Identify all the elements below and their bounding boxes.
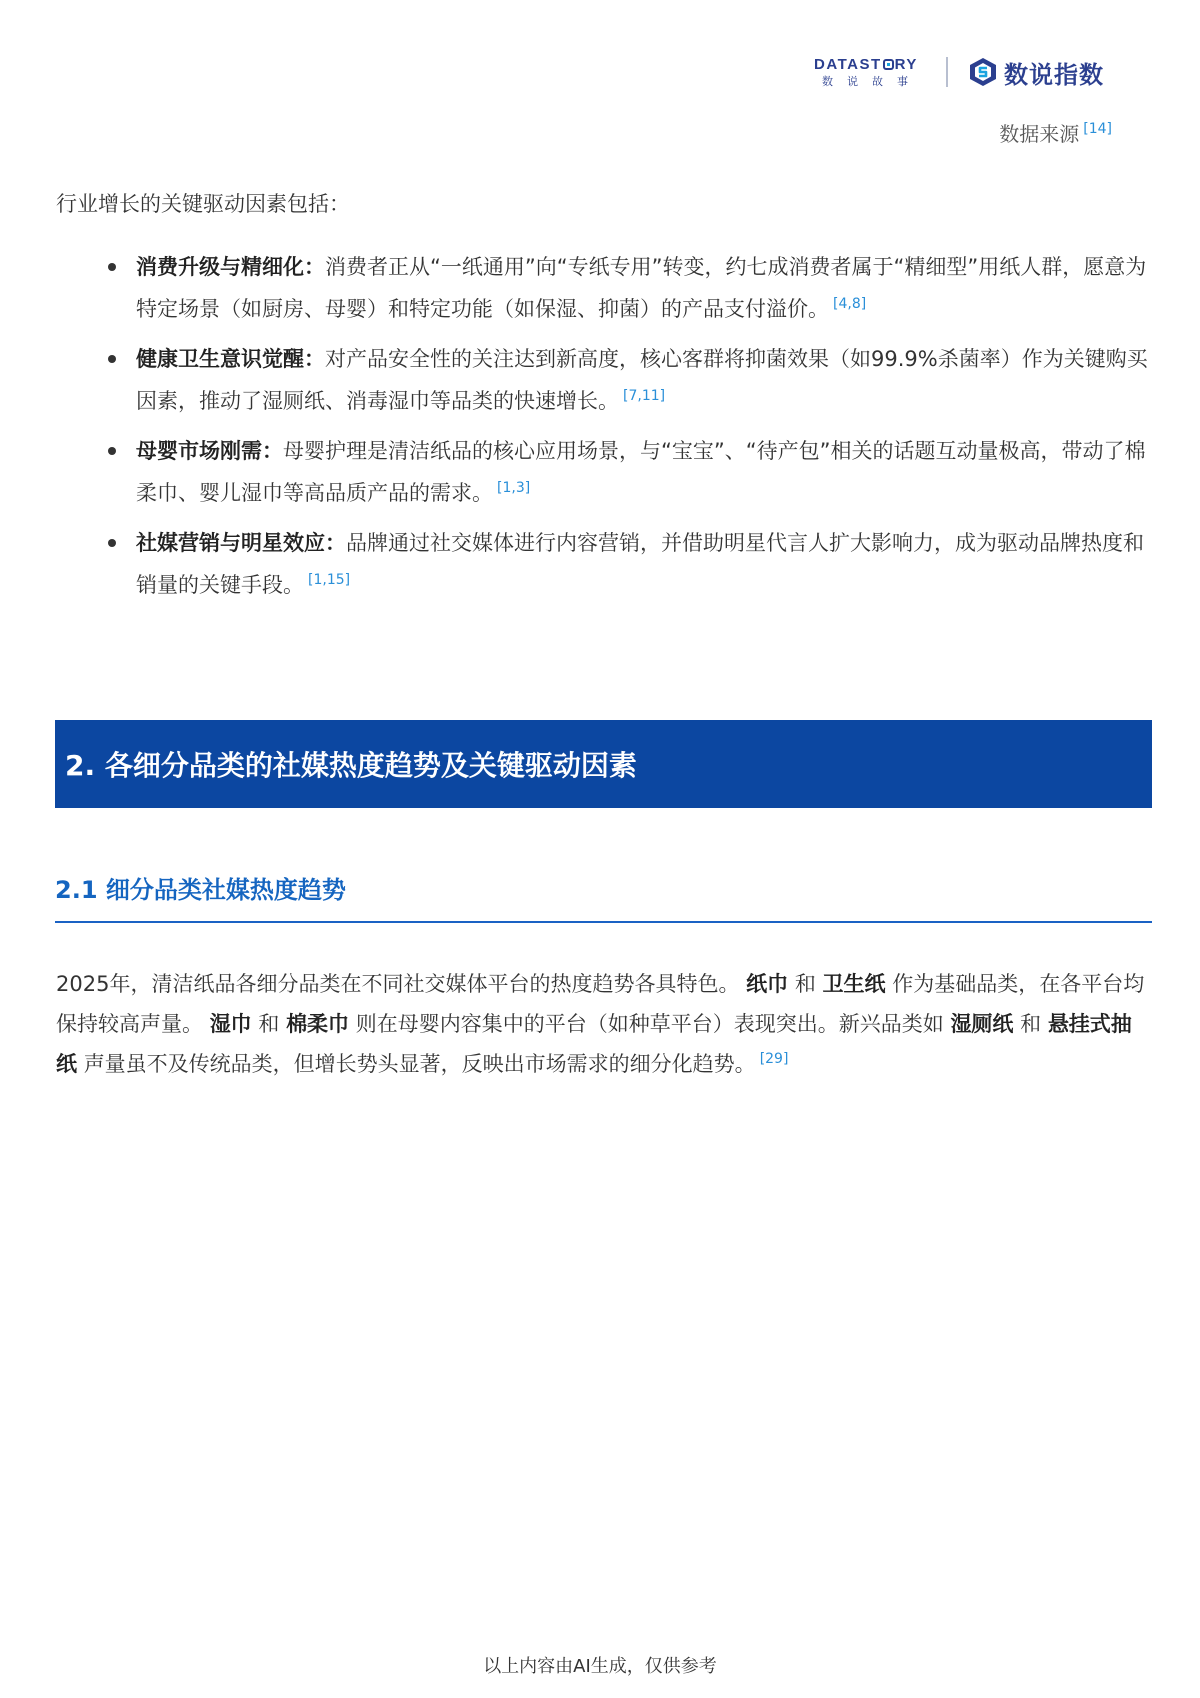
datastory-logo: DATAST RY 数说故事 [810,57,922,87]
list-item [104,430,1148,514]
datastory-subtitle: 数说故事 [822,75,922,88]
list-item-title: 母婴市场刚需： [136,439,283,463]
citation-link[interactable]: [1,3] [497,480,531,496]
subsection-heading [55,870,1152,923]
citation-link[interactable]: [7,11] [623,388,666,404]
list-item-text: 消费者正从“一纸通用”向“专纸专用”转变，约七成消费者属于“精细型”用纸人群，愿意为特定场景（如厨房、母婴）和特定功能（如保湿、抑菌）的产品支付溢价。 [136,255,1147,321]
list-item [104,522,1148,606]
section-heading-bar [55,720,1152,808]
list-item-title: 健康卫生意识觉醒： [136,347,325,371]
subsection-title: 2.1 细分品类社媒热度趋势 [55,876,346,904]
list-item-text: 对产品安全性的关注达到新高度，核心客群将抑菌效果（如99.9%杀菌率）作为关键购买因素，推动了湿厕纸、消毒湿巾等品类的快速增长。 [136,347,1148,413]
page-header [810,52,1104,92]
driver-list [104,246,1148,614]
list-item [104,246,1148,330]
body-paragraph: 2025年，清洁纸品各细分品类在不同社交媒体平台的热度趋势各具特色。 纸巾 和 卫生纸 作为基础品类，在各平台均保持较高声量。 湿巾 和 棉柔巾 则在母婴内容集中的平台（如种草平台）表现突出。新兴品类如 湿厕纸 和 悬挂式抽纸 声量虽不及传统品类，但增长势头显著，反映出市场需求的细分化趋势。 [29] [56,972,1145,1076]
lead-text: 行业增长的关键驱动因素包括： [56,192,350,216]
list-item-title: 消费升级与精细化： [136,255,325,279]
citation-link[interactable]: [29] [759,1051,789,1067]
section-title: 2. 各细分品类的社媒热度趋势及关键驱动因素 [65,749,637,782]
data-source [999,118,1112,147]
data-source-label: 数据来源 [999,122,1080,146]
list-item-title: 社媒营销与明星效应： [136,531,346,555]
ai-disclaimer-footer: 以上内容由AI生成，仅供参考 [483,1656,717,1677]
citation-link[interactable]: [4,8] [833,296,867,312]
list-item-text: 品牌通过社交媒体进行内容营销，并借助明星代言人扩大影响力，成为驱动品牌热度和销量的关键手段。 [136,531,1144,597]
list-item [104,338,1148,422]
citation-link[interactable]: [1,15] [308,572,351,588]
citation-link[interactable]: [14] [1083,121,1112,138]
sszs-logo-icon [968,57,998,87]
sszs-logo-text: 数说指数 [1004,60,1104,89]
logo-dot-icon [883,59,894,70]
sszs-logo [968,55,1104,90]
header-divider [946,57,948,87]
list-item-text: 母婴护理是清洁纸品的核心应用场景，与“宝宝”、“待产包”相关的话题互动量极高，带动了棉柔巾、婴儿湿巾等高品质产品的需求。 [136,439,1146,505]
